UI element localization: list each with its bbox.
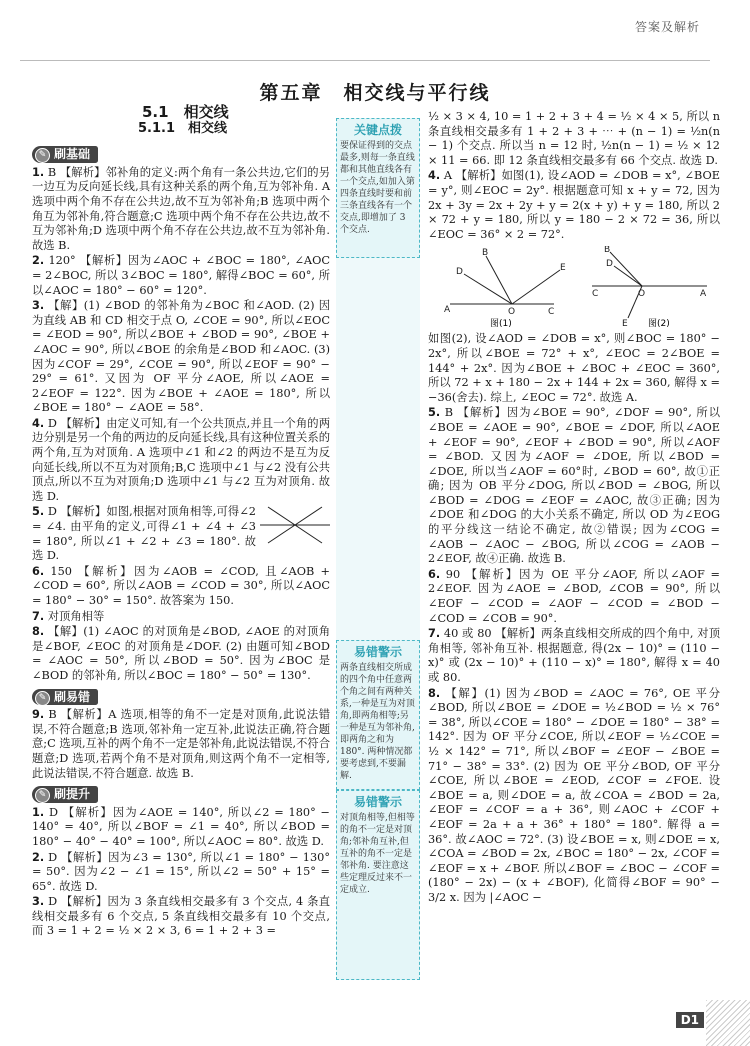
chapter-title: 第五章 相交线与平行线 [259,82,491,104]
answer-text: 120° 【解析】因为∠AOC + ∠BOC = 180°, ∠AOC = 2∠BOC, 所以 3∠BOC = 180°, 解得∠BOC = 60°, 所以∠AOC = 180° − 60° = 120°. [32,254,331,297]
answer-item [32,610,330,625]
answer-item [32,166,330,254]
left-column [32,105,330,940]
svg-text:C: C [548,307,555,318]
answer-item [32,851,330,895]
pencil-icon: ✎ [35,788,50,803]
side-note-title: 关键点拨 [353,123,402,137]
answer-number: 2. [32,850,45,864]
answer-text: 150 【解析】因为∠AOB = ∠COD, 且∠AOB + ∠COD = 60°, 所以∠AOB = ∠COD = 30°, 所以∠AOC = 180° − 30° = 150°. 故答案为 150. [32,564,330,607]
page-number: D1 [676,1012,704,1028]
answer-number: 6. [32,564,45,578]
answer-text: D 【解析】因为∠3 = 130°, 所以∠1 = 180° − 130° = 50°. 因为∠2 − ∠1 = 15°, 所以∠2 = 50° + 15° = 65°. 故选 D. [32,850,330,893]
answer-item [32,708,330,781]
answer-text: D 【解析】因为∠AOE = 140°, 所以∠2 = 180° − 140° = 40°, 所以∠BOF = ∠1 = 40°, 所以∠BOD = 180° − 40° − 40° = 100°, 所以∠AOC = 80°. 故选 D. [32,805,330,848]
answer-number: 8. [32,625,45,639]
advance-answers [32,806,330,939]
side-note-title: 易错警示 [353,795,402,809]
svg-text:C: C [592,289,599,300]
header-rule [20,60,710,61]
side-note-title: 易错警示 [353,645,402,659]
side-note-text: 对顶角相等,但相等的角不一定是对顶角;邻补角互补,但互补的角不一定是邻补角. 要注意这些定理反过来不一定成立. [340,813,415,895]
header-label: 答案及解析 [634,20,700,34]
answer-text: D 【解析】如图,根据对顶角相等,可得∠2 = ∠4. 由平角的定义,可得∠1 + ∠4 + ∠3 = 180°, 所以∠1 + ∠2 + ∠3 = 180°. 故选 D. [32,505,256,563]
mistake-tag: ✎ 刷易错 [32,689,98,706]
answer-item [32,299,330,416]
answer-item: ½ × 3 × 4, 10 = 1 + 2 + 3 + 4 = ½ × 4 × 5, 所以 n 条直线相交最多有 1 + 2 + 3 + ⋯ + (n − 1) = ½n(n − 1) 个交点. 所以当 n = 12 时, ½n(n − 1) = ½ × 12 × 11 = 66. 即 12 条直线相交最多有 66 个交点. 故选 D. [428,110,720,167]
svg-text:A: A [444,305,451,316]
basic-answers [32,166,330,684]
answer-item [32,417,330,505]
side-note-text: 两条直线相交所成的四个角中任意两个角之间有两种关系,一种是互为对顶角,即两角相等;另一种是互为邻补角,即两角之和为 180°. 两种情况都要考虑到,不要漏解. [340,663,415,781]
answer-item [32,565,330,609]
svg-text:D: D [606,259,613,270]
pencil-icon: ✎ [35,148,50,163]
pencil-icon: ✎ [35,691,50,706]
answer-number: 1. [32,165,45,179]
answer-number: 4. [32,416,45,430]
answer-item [32,254,330,298]
answer-item: 4. A 【解析】如图(1), 设∠AOD = ∠DOB = x°, ∠BOE = y°, 则∠EOC = 2y°. 根据题意可知 x + y = 72, 因为 2x + 3y = 2x + 2y + y = 2(x + y) + y = 180, 所以 2 × 72 + y = 180, 所以 y = 180 − 2 × 72 = 36, 所以∠EOC = 36° × 2 = 72°. [428,169,720,241]
page-corner-decoration [706,1000,750,1046]
answer-text: B 【解析】邻补角的定义:两个角有一条公共边,它们的另一边互为反向延长线,具有这种关系的两个角,互为邻补角. A 选项中两个角不存在公共边,故不互为邻补角;B 选项中两个角互为邻补角,符合题意;C 选项中两个角不存在公共边,故不互为邻补角;D 选项中两个角不存在公共边,故不互为邻补角. 故选 B. [32,165,331,252]
svg-text:D: D [456,267,463,278]
basic-tag: ✎ 刷基础 [32,146,98,163]
side-note-key-tip [336,118,420,258]
svg-text:图(1): 图(1) [490,319,512,329]
svg-text:O: O [638,289,646,300]
right-column [428,110,720,907]
svg-text:O: O [508,307,516,318]
side-note-warning-2 [336,790,420,980]
mistake-answers [32,708,330,781]
answer-text: D 【解析】由定义可知,有一个公共顶点,并且一个角的两边分别是另一个角的两边的反向延长线,具有这种位置关系的两个角,互为对顶角. A 选项中∠1 和∠2 的两边不是互为反向延长线,所以不互为对顶角;B,C 选项中∠1 与∠2 没有公共顶点,所以不互为对顶角;D 选项中∠1 与∠2 互为对顶角. 故选 D. [32,416,330,503]
svg-text:B: B [482,248,489,259]
answer-text: B 【解析】A 选项,相等的角不一定是对顶角,此说法错误,不符合题意;B 选项,邻补角一定互补,此说法正确,符合题意;C 选项,互补的两个角不一定是邻补角,此说法错误,不符合题意;D 选项,若两个角不是对顶角,则这两个角不一定相等,此说法错误,不符合题意. 故选 B. [32,708,331,780]
answer-text: 【解】(1) ∠BOD 的邻补角为∠BOC 和∠AOD. (2) 因为直线 AB 和 CD 相交于点 O, ∠COE = 90°, 所以∠EOC = ∠EOD = 90°, 所以∠BOE + ∠BOD = 90°, ∠BOE + ∠AOC = 90°, 所以∠BOE 的余角是∠BOD 和∠AOC. (3) 因为∠COF = 29°, ∠COE = 90°, 所以∠EOF = 90° − 29° = 61°. 又因为 OF 平分∠AOE, 所以∠AOE = 2∠EOF = 122°. 因为∠BOE + ∠AOE = 180°, 所以∠BOE = 180° − ∠AOE = 58°. [32,299,330,415]
answer-item [32,806,330,850]
svg-text:E: E [560,263,566,274]
answer-item: 5. B 【解析】因为∠BOE = 90°, ∠DOF = 90°, 所以∠BOE = ∠AOE = 90°, ∠BOE = ∠DOF, 所以∠AOE + ∠EOF = 90°, ∠EOF + ∠BOD = 90°, 所以∠AOF = ∠BOD. 又因为∠AOF = ∠DOE, 所以∠BOD = ∠DOE, 所以当∠AOF = 60°时, ∠BOD = 60°, 故①正确; 因为 OB 平分∠DOG, 所以∠BOD = ∠BOG, 所以∠BOD = ∠DOG = ∠EOF = ∠AOC, 故③正确; 因为∠DOE 和∠DOG 的大小关系不确定, 所以 OD 为∠EOG 的平分线这一结论不确定, 故②错误; 因为∠COG = ∠AOB − ∠AOC − ∠BOG, 所以∠COG = ∠AOB − 2∠EOF, 故④正确. 故选 B. [428,406,720,566]
angle-figures [442,246,720,328]
svg-text:A: A [700,289,707,300]
answer-item [32,625,330,683]
section-title: 5.1 相交线 [142,103,229,121]
side-note-text: 要保证得到的交点最多,则每一条直线都和其他直线各有一个交点,如加入第四条直线时要和前三条直线各有一个交点,即增加了 3 个交点. [340,141,415,235]
answer-item [32,895,330,939]
answer-item: 6. 90 【解析】因为 OE 平分∠AOF, 所以∠AOF = 2∠EOF. 因为∠AOE = ∠BOD, ∠COB = 90°, 所以∠EOF − ∠COD = ∠AOF − ∠COD = ∠BOD − ∠COD = ∠COB = 90°. [428,567,720,625]
answer-item: 8. 【解】(1) 因为∠BOD = ∠AOC = 76°, OE 平分∠BOD, 所以∠BOE = ∠DOE = ½∠BOD = ½ × 76° = 38°, 所以∠COE = 180° − ∠DOE = 180° − 38° = 142°. 因为 OF 平分∠COE, 所以∠EOF = ½∠COE = ½ × 142° = 71°, 所以∠BOF = ∠EOF − ∠BOE = 71° − 38° = 33°. (2) 因为 OE 平分∠BOD, OF 平分∠COE, 所以∠BOE = ∠EOD, ∠COF = ∠FOE. 设∠BOE = a, 则∠DOE = a, 故∠COA = ∠BOD = 2a, ∠EOF = ∠COF = a + 36°, 则∠AOC + ∠COF + ∠EOF = 2a + a + 36° + 180° = 180°. 解得 a = 36°. 故∠AOC = 72°. (3) 设∠BOE = x, 则∠DOE = x, ∠COA = ∠BOD = 2x, ∠BOC = 180° − 2x, ∠COF = ∠EOF = x + ∠BOF. 所以∠BOF = ∠BOC − ∠COF = (180° − 2x) − (x + ∠BOF), 化简得∠BOF = 90° − 3/2 x. 因为 |∠AOC − [428,686,720,904]
answer-number: 1. [32,805,45,819]
answer-number: 3. [32,299,45,313]
answer-number: 3. [32,895,45,909]
answer-text: 【解】(1) ∠AOC 的对顶角是∠BOD, ∠AOE 的对顶角是∠BOF, ∠EOC 的对顶角是∠DOF. (2) 由题可知∠BOD = ∠AOC = 50°, 所以∠BOD = 50°. 因为∠BOC 是∠BOD 的邻补角, 所以∠BOC = 180° − 50° = 130°. [32,625,331,682]
angle-diagram [442,246,712,328]
subsection-title: 5.1.1 相交线 [138,120,228,136]
svg-text:图(2): 图(2) [648,319,670,329]
answer-text: D 【解析】因为 3 条直线相交最多有 3 个交点, 4 条直线相交最多有 6 个交点, 5 条直线相交最多有 10 个交点, 而 3 = 1 + 2 = ½ × 2 × 3, 6 = 1 + 2 + 3 = [32,895,331,938]
answer-number: 2. [32,254,45,268]
advance-tag: ✎ 刷提升 [32,786,98,803]
answer-text: 对顶角相等 [47,609,105,623]
answer-number: 7. [32,609,45,623]
svg-text:E: E [622,319,628,329]
angle-figure [260,505,330,545]
answer-item: 7. 40 或 80 【解析】两条直线相交所成的四个角中, 对顶角相等, 邻补角互补. 根据题意, 得(2x − 10)° = (110 − x)° 或 (2x − 10)° + (110 − x)° = 180°, 解得 x = 40 或 80. [428,627,720,684]
answer-item [32,505,330,563]
answer-number: 9. [32,708,45,722]
svg-text:B: B [604,246,611,256]
answer-item: 如图(2), 设∠AOD = ∠DOB = x°, 则∠BOC = 180° − 2x°, 所以∠BOE = 72° + x°, ∠EOC = 2∠BOE = 144° + 2x°. 因为∠BOE + ∠BOC + ∠EOC = 360°, 所以 72 + x + 180 − 2x + 144 + 2x = 360, 解得 x = −36(舍去). 综上, ∠EOC = 72°. 故选 A. [428,332,720,404]
side-strip [336,258,420,640]
side-note-warning-1 [336,640,420,790]
answer-number: 5. [32,505,45,519]
